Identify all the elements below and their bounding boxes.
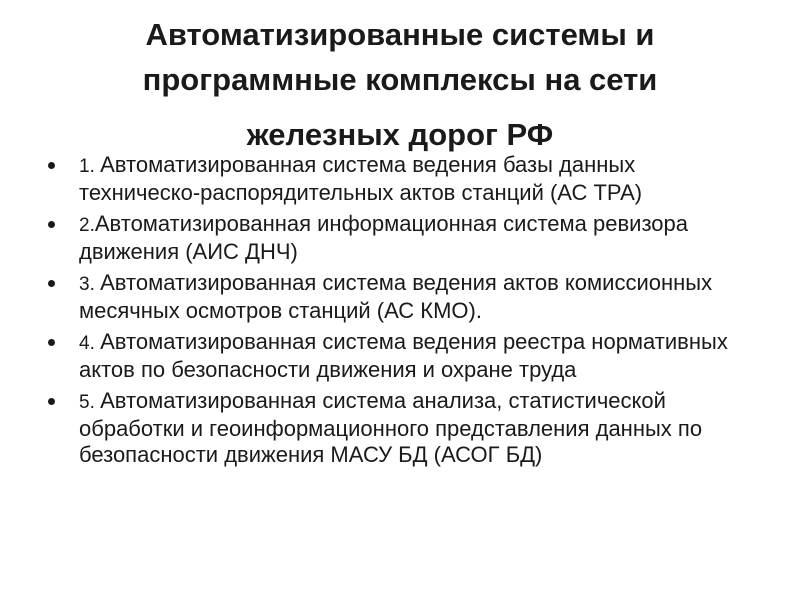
title-line-3: железных дорог РФ — [246, 117, 554, 152]
list-item — [46, 388, 736, 468]
bullet-icon — [48, 221, 55, 228]
list-item — [46, 329, 736, 383]
item-text: Автоматизированная система анализа, статистической обработки и геоинформационного представления данных по безопасности движения МАСУ БД (АСОГ БД) — [79, 388, 703, 467]
bullet-icon — [48, 398, 55, 405]
list-item — [46, 270, 736, 324]
title-line-1: Автоматизированные системы и — [145, 17, 655, 52]
bullet-icon — [48, 339, 55, 346]
item-number: 2. — [79, 215, 95, 236]
item-number: 4. — [79, 333, 101, 354]
title-line-2: программные комплексы на сети — [142, 62, 658, 97]
list-item — [46, 152, 736, 206]
item-number: 1. — [79, 156, 101, 177]
list-item — [46, 211, 736, 265]
item-text: Автоматизированная информационная система ревизора движения (АИС ДНЧ) — [79, 211, 688, 264]
item-number: 5. — [79, 392, 101, 413]
item-text: Автоматизированная система ведения базы данных техническо-распорядительных актов станций (АС ТРА) — [79, 152, 643, 205]
bullet-icon — [48, 280, 55, 287]
item-text: Автоматизированная система ведения актов комиссионных месячных осмотров станций (АС КМО). — [79, 270, 713, 323]
slide-title — [0, 12, 800, 157]
bullet-icon — [48, 162, 55, 169]
item-text: Автоматизированная система ведения реестра нормативных актов по безопасности движения и охране труда — [79, 329, 728, 382]
bullet-list — [46, 152, 736, 473]
item-number: 3. — [79, 274, 101, 295]
